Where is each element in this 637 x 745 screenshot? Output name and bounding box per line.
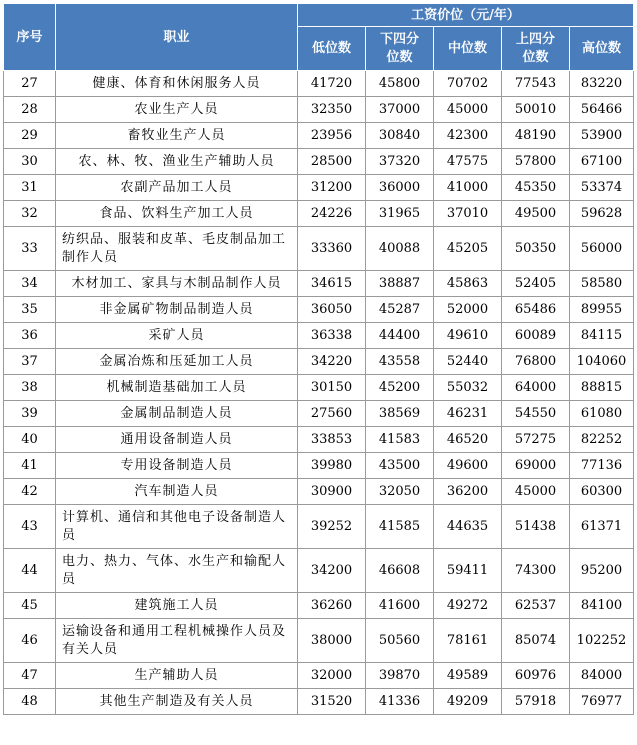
cell-q1: 41585 [366,505,434,549]
cell-low: 34200 [298,549,366,593]
cell-high: 53900 [570,123,634,149]
cell-low: 23956 [298,123,366,149]
cell-low: 32000 [298,663,366,689]
cell-seq: 38 [4,375,56,401]
cell-seq: 46 [4,619,56,663]
cell-seq: 41 [4,453,56,479]
cell-occupation: 运输设备和通用工程机械操作人员及有关人员 [56,619,298,663]
cell-q1: 45800 [366,71,434,97]
cell-q1: 45200 [366,375,434,401]
table-row [4,549,634,593]
header-mid: 中位数 [434,27,502,71]
cell-high: 95200 [570,549,634,593]
cell-q1: 32050 [366,479,434,505]
cell-q3: 52405 [502,271,570,297]
table-row [4,323,634,349]
cell-low: 31200 [298,175,366,201]
cell-low: 41720 [298,71,366,97]
cell-q1: 40088 [366,227,434,271]
cell-q3: 77543 [502,71,570,97]
cell-low: 33853 [298,427,366,453]
cell-seq: 30 [4,149,56,175]
cell-low: 34615 [298,271,366,297]
table-row [4,453,634,479]
cell-high: 59628 [570,201,634,227]
table-row [4,297,634,323]
cell-mid: 37010 [434,201,502,227]
cell-occupation: 计算机、通信和其他电子设备制造人员 [56,505,298,549]
wage-table [3,3,634,715]
cell-q1: 43558 [366,349,434,375]
cell-mid: 45205 [434,227,502,271]
cell-low: 36260 [298,593,366,619]
cell-q3: 65486 [502,297,570,323]
cell-q3: 57800 [502,149,570,175]
cell-low: 36050 [298,297,366,323]
cell-low: 30150 [298,375,366,401]
cell-low: 39980 [298,453,366,479]
cell-mid: 45000 [434,97,502,123]
cell-seq: 44 [4,549,56,593]
cell-high: 61080 [570,401,634,427]
cell-seq: 40 [4,427,56,453]
cell-q1: 50560 [366,619,434,663]
cell-q3: 50350 [502,227,570,271]
cell-q1: 31965 [366,201,434,227]
table-row [4,427,634,453]
cell-occupation: 农副产品加工人员 [56,175,298,201]
cell-low: 39252 [298,505,366,549]
cell-occupation: 其他生产制造及有关人员 [56,689,298,715]
cell-q3: 64000 [502,375,570,401]
header-q3: 上四分 位数 [502,27,570,71]
cell-q1: 45287 [366,297,434,323]
cell-mid: 42300 [434,123,502,149]
cell-q3: 45000 [502,479,570,505]
cell-high: 60300 [570,479,634,505]
cell-high: 84000 [570,663,634,689]
cell-seq: 31 [4,175,56,201]
cell-q3: 69000 [502,453,570,479]
cell-q1: 46608 [366,549,434,593]
table-row [4,123,634,149]
cell-high: 104060 [570,349,634,375]
cell-occupation: 健康、体育和休闲服务人员 [56,71,298,97]
table-row [4,401,634,427]
cell-low: 36338 [298,323,366,349]
cell-occupation: 专用设备制造人员 [56,453,298,479]
cell-occupation: 采矿人员 [56,323,298,349]
table-row [4,149,634,175]
cell-mid: 52000 [434,297,502,323]
cell-high: 102252 [570,619,634,663]
cell-q1: 38887 [366,271,434,297]
cell-mid: 44635 [434,505,502,549]
cell-mid: 49272 [434,593,502,619]
table-row [4,505,634,549]
cell-low: 31520 [298,689,366,715]
cell-seq: 27 [4,71,56,97]
cell-seq: 47 [4,663,56,689]
cell-q1: 36000 [366,175,434,201]
table-row [4,201,634,227]
cell-q1: 38569 [366,401,434,427]
header-high: 高位数 [570,27,634,71]
cell-mid: 52440 [434,349,502,375]
cell-mid: 55032 [434,375,502,401]
cell-low: 33360 [298,227,366,271]
cell-low: 24226 [298,201,366,227]
cell-high: 88815 [570,375,634,401]
cell-occupation: 畜牧业生产人员 [56,123,298,149]
cell-occupation: 木材加工、家具与木制品制作人员 [56,271,298,297]
cell-seq: 33 [4,227,56,271]
cell-mid: 59411 [434,549,502,593]
table-row [4,271,634,297]
cell-q3: 49500 [502,201,570,227]
cell-high: 77136 [570,453,634,479]
cell-mid: 70702 [434,71,502,97]
header-wage-group: 工资价位（元/年） [298,4,634,27]
cell-high: 53374 [570,175,634,201]
cell-q3: 60976 [502,663,570,689]
cell-q3: 54550 [502,401,570,427]
cell-occupation: 金属制品制造人员 [56,401,298,427]
cell-q3: 50010 [502,97,570,123]
cell-low: 32350 [298,97,366,123]
cell-q3: 76800 [502,349,570,375]
cell-q1: 41583 [366,427,434,453]
cell-q3: 57918 [502,689,570,715]
cell-high: 61371 [570,505,634,549]
cell-mid: 46520 [434,427,502,453]
cell-seq: 42 [4,479,56,505]
cell-high: 84100 [570,593,634,619]
cell-occupation: 食品、饮料生产加工人员 [56,201,298,227]
cell-mid: 78161 [434,619,502,663]
cell-high: 76977 [570,689,634,715]
cell-seq: 29 [4,123,56,149]
cell-low: 27560 [298,401,366,427]
cell-mid: 36200 [434,479,502,505]
cell-q1: 41336 [366,689,434,715]
cell-q1: 39870 [366,663,434,689]
table-row [4,663,634,689]
cell-mid: 49589 [434,663,502,689]
cell-q1: 30840 [366,123,434,149]
cell-q3: 74300 [502,549,570,593]
cell-mid: 45863 [434,271,502,297]
cell-mid: 49209 [434,689,502,715]
cell-mid: 49600 [434,453,502,479]
cell-occupation: 金属冶炼和压延加工人员 [56,349,298,375]
cell-seq: 32 [4,201,56,227]
cell-seq: 37 [4,349,56,375]
table-row [4,71,634,97]
cell-q3: 62537 [502,593,570,619]
cell-seq: 39 [4,401,56,427]
cell-seq: 43 [4,505,56,549]
cell-mid: 49610 [434,323,502,349]
table-row [4,479,634,505]
cell-high: 82252 [570,427,634,453]
table-row [4,689,634,715]
cell-q3: 45350 [502,175,570,201]
cell-mid: 47575 [434,149,502,175]
cell-seq: 35 [4,297,56,323]
cell-low: 34220 [298,349,366,375]
cell-high: 58580 [570,271,634,297]
cell-occupation: 电力、热力、气体、水生产和输配人员 [56,549,298,593]
cell-occupation: 农、林、牧、渔业生产辅助人员 [56,149,298,175]
table-row [4,97,634,123]
header-q1: 下四分 位数 [366,27,434,71]
cell-high: 89955 [570,297,634,323]
cell-q3: 85074 [502,619,570,663]
cell-occupation: 建筑施工人员 [56,593,298,619]
table-row [4,375,634,401]
cell-mid: 46231 [434,401,502,427]
cell-occupation: 通用设备制造人员 [56,427,298,453]
header-low: 低位数 [298,27,366,71]
header-occupation: 职业 [56,4,298,71]
header-seq: 序号 [4,4,56,71]
cell-low: 30900 [298,479,366,505]
cell-seq: 36 [4,323,56,349]
cell-low: 28500 [298,149,366,175]
cell-occupation: 汽车制造人员 [56,479,298,505]
cell-q3: 51438 [502,505,570,549]
cell-seq: 34 [4,271,56,297]
table-row [4,227,634,271]
cell-low: 38000 [298,619,366,663]
table-row [4,619,634,663]
cell-mid: 41000 [434,175,502,201]
cell-occupation: 纺织品、服装和皮革、毛皮制品加工制作人员 [56,227,298,271]
cell-seq: 48 [4,689,56,715]
cell-high: 83220 [570,71,634,97]
cell-q3: 60089 [502,323,570,349]
cell-q1: 37320 [366,149,434,175]
table-header [4,4,634,71]
cell-high: 56000 [570,227,634,271]
cell-occupation: 农业生产人员 [56,97,298,123]
table-body [4,71,634,715]
cell-q3: 48190 [502,123,570,149]
cell-occupation: 机械制造基础加工人员 [56,375,298,401]
cell-q1: 37000 [366,97,434,123]
cell-occupation: 非金属矿物制品制造人员 [56,297,298,323]
cell-seq: 28 [4,97,56,123]
cell-occupation: 生产辅助人员 [56,663,298,689]
cell-q1: 44400 [366,323,434,349]
cell-q1: 43500 [366,453,434,479]
cell-high: 56466 [570,97,634,123]
cell-q3: 57275 [502,427,570,453]
table-row [4,175,634,201]
cell-q1: 41600 [366,593,434,619]
cell-high: 67100 [570,149,634,175]
cell-seq: 45 [4,593,56,619]
table-row [4,349,634,375]
table-row [4,593,634,619]
cell-high: 84115 [570,323,634,349]
